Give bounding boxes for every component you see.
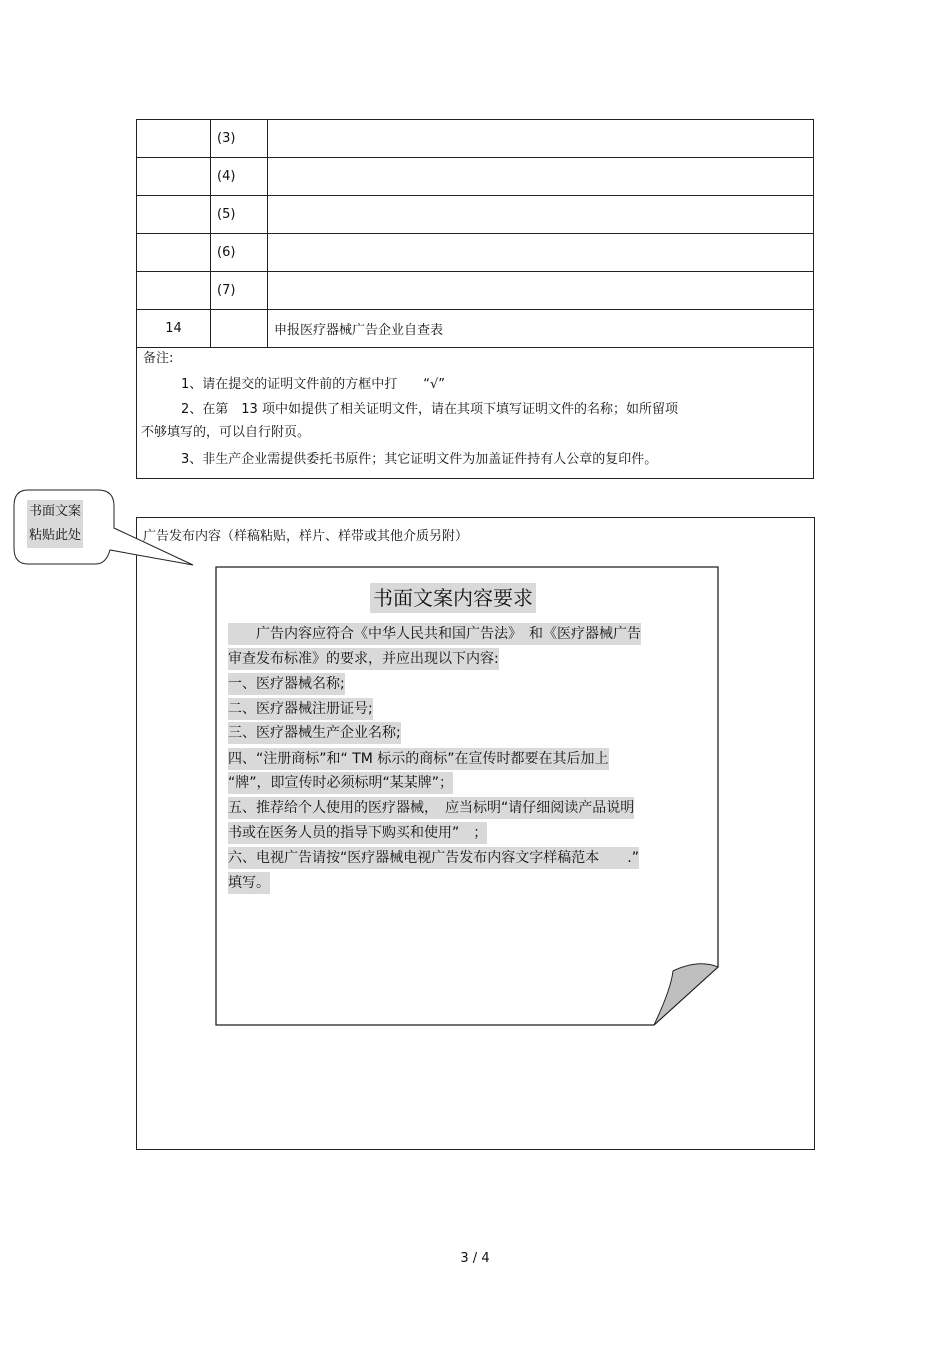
ad-content-title: 广告发布内容（样稿粘贴，样片、样带或其他介质另附） bbox=[143, 529, 469, 544]
row-content: 申报医疗器械广告企业自查表 bbox=[268, 310, 814, 348]
row-number bbox=[137, 234, 211, 272]
requirement-line: “牌”，即宣传时必须标明“某某牌”； bbox=[228, 772, 453, 794]
requirement-line: 填写。 bbox=[228, 872, 270, 894]
row-number bbox=[137, 196, 211, 234]
page-number: 3 / 4 bbox=[460, 1251, 490, 1266]
table-row bbox=[137, 272, 814, 310]
row-number: 14 bbox=[137, 310, 211, 348]
requirements-title: 书面文案内容要求 bbox=[370, 583, 536, 613]
table-row bbox=[137, 234, 814, 272]
requirement-line: 审查发布标准》的要求，并应出现以下内容: bbox=[228, 648, 499, 670]
table-row bbox=[137, 310, 814, 348]
row-sub-index: (3) bbox=[211, 120, 268, 158]
requirement-line: 广告内容应符合《中华人民共和国广告法》 和《医疗器械广告 bbox=[228, 623, 641, 645]
note-item-1: 1、请在提交的证明文件前的方框中打 “√” bbox=[181, 377, 446, 392]
row-content bbox=[268, 272, 814, 310]
requirement-line: 四、“注册商标”和“ TM 标示的商标”在宣传时都要在其后加上 bbox=[228, 748, 609, 770]
row-sub-index: (6) bbox=[211, 234, 268, 272]
table-row bbox=[137, 120, 814, 158]
row-content bbox=[268, 196, 814, 234]
note-item-2: 2、在第 13 项中如提供了相关证明文件，请在其项下填写证明文件的名称；如所留项 bbox=[181, 402, 678, 417]
callout-line-2: 粘贴此处 bbox=[27, 524, 83, 548]
row-sub-index: (5) bbox=[211, 196, 268, 234]
notes-section bbox=[136, 347, 814, 479]
requirement-line: 一、医疗器械名称; bbox=[228, 673, 345, 695]
row-number bbox=[137, 272, 211, 310]
notes-heading: 备注: bbox=[143, 351, 174, 366]
row-sub-index bbox=[211, 310, 268, 348]
note-item-2-continued: 不够填写的，可以自行附页。 bbox=[141, 425, 311, 440]
table-row bbox=[137, 196, 814, 234]
callout-line-1: 书面文案 bbox=[27, 500, 83, 524]
note-item-3: 3、非生产企业需提供委托书原件；其它证明文件为加盖证件持有人公章的复印件。 bbox=[181, 452, 658, 467]
row-sub-index: (7) bbox=[211, 272, 268, 310]
requirement-line: 书或在医务人员的指导下购买和使用” ； bbox=[228, 822, 487, 844]
row-number bbox=[137, 120, 211, 158]
table-row bbox=[137, 158, 814, 196]
row-number bbox=[137, 158, 211, 196]
row-content bbox=[268, 158, 814, 196]
requirement-line: 六、电视广告请按“医疗器械电视广告发布内容文字样稿范本 .” bbox=[228, 847, 639, 869]
requirement-line: 二、医疗器械注册证号; bbox=[228, 698, 373, 720]
row-content bbox=[268, 120, 814, 158]
requirement-line: 五、推荐给个人使用的医疗器械， 应当标明“请仔细阅读产品说明 bbox=[228, 797, 634, 819]
row-content bbox=[268, 234, 814, 272]
registration-table bbox=[136, 119, 814, 348]
requirement-line: 三、医疗器械生产企业名称; bbox=[228, 722, 401, 744]
row-sub-index: (4) bbox=[211, 158, 268, 196]
